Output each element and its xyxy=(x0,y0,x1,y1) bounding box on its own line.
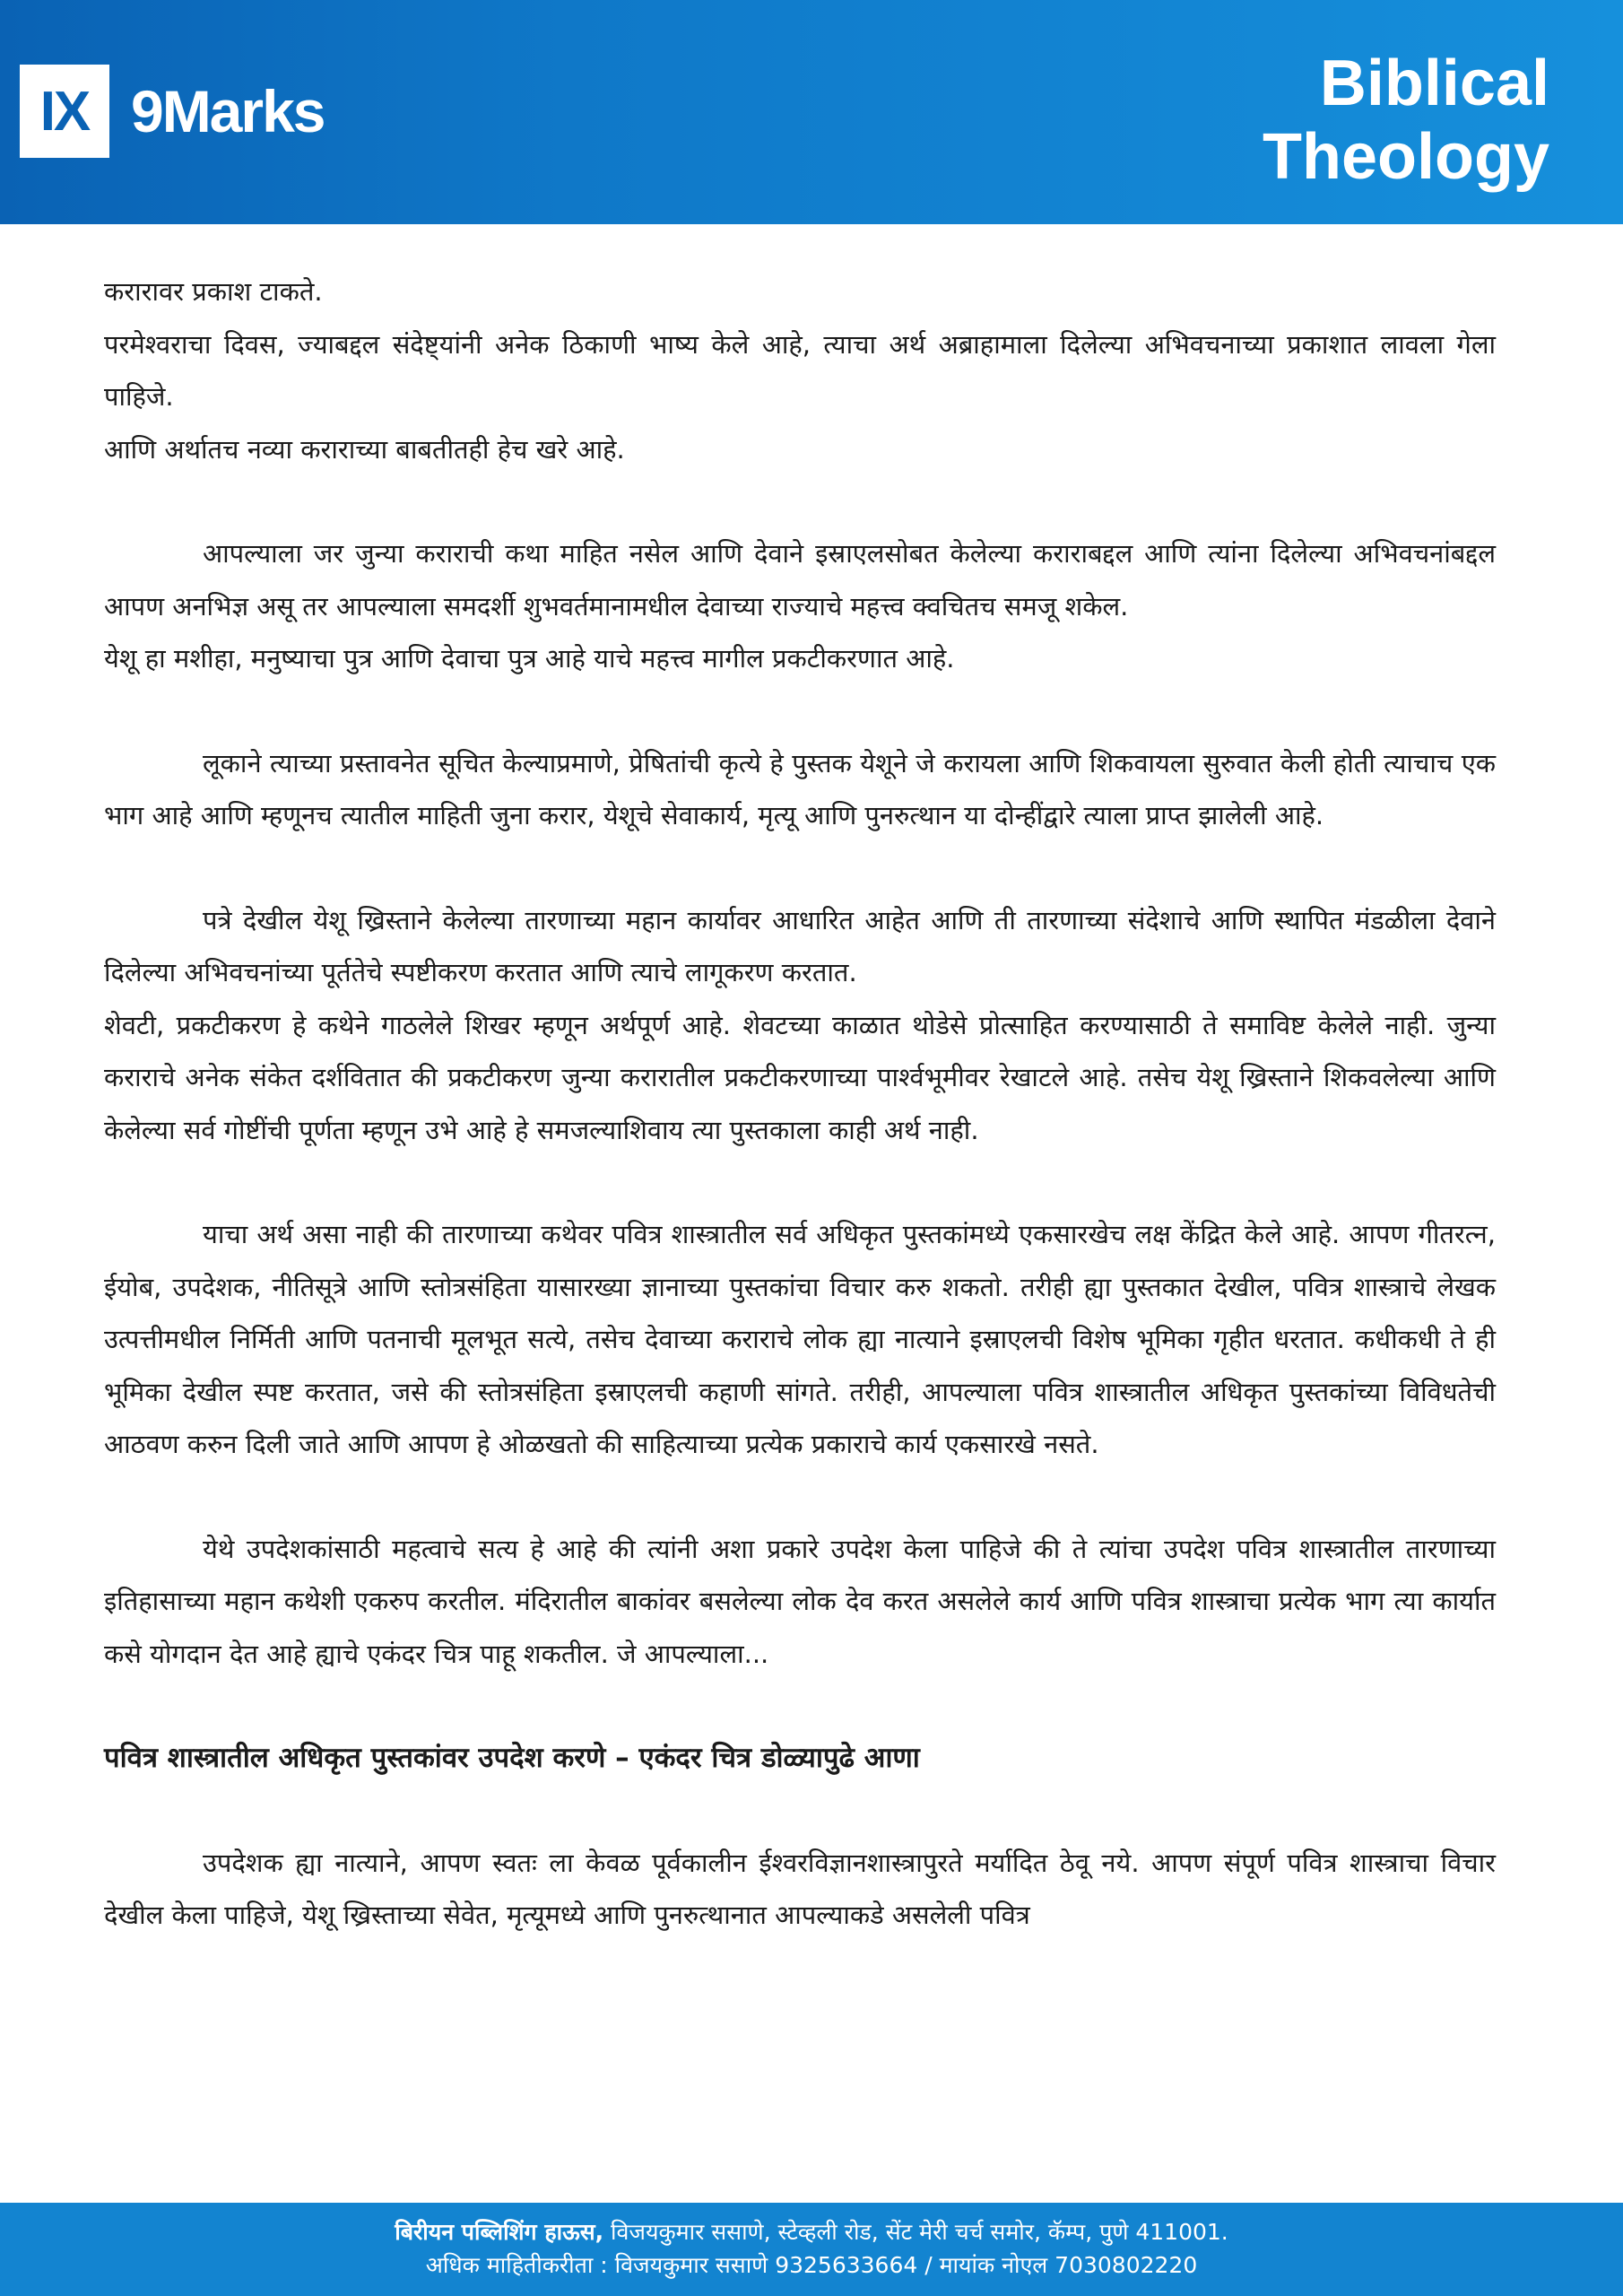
paragraph: येशू हा मशीहा, मनुष्याचा पुत्र आणि देवाचा पुत्र आहे याचे महत्त्व मागील प्रकटीकरणात आहे. xyxy=(104,643,955,674)
paragraph: येथे उपदेशकांसाठी महत्वाचे सत्य हे आहे की त्यांनी अशा प्रकारे उपदेश केला पाहिजे की ते त्यांचा उपदेश पवित्र शास्त्रातील तारणाच्या इतिहासाच्या महान कथेशी एकरुप करतील. मंदिरातील बाकांवर बसलेल्या लोक देव करत असलेले कार्य आणि पवित्र शास्त्राचा प्रत्येक भाग त्या कार्यात कसे योगदान देत आहे ह्याचे एकंदर चित्र पाहू शकतील. जे आपल्याला... xyxy=(104,1533,1496,1669)
document-body xyxy=(104,265,1496,1942)
paragraph-gap xyxy=(104,1156,1496,1208)
footer-address-line xyxy=(0,2215,1623,2248)
footer-address: विजयकुमार ससाणे, स्टेव्हली रोड, सेंट मेरी चर्च समोर, कॅम्प, पुणे 411001. xyxy=(603,2219,1228,2245)
logo-mark: IX xyxy=(20,65,109,158)
paragraph: आणि अर्थातच नव्या कराराच्या बाबतीतही हेच खरे आहे. xyxy=(104,433,625,465)
header-title-line1: Biblical xyxy=(1319,48,1549,119)
paragraph: लूकाने त्याच्या प्रस्तावनेत सूचित केल्याप्रमाणे, प्रेषितांची कृत्ये हे पुस्तक येशूने जे करायला आणि शिकवायला सुरुवात केली होती त्याचाच एक भाग आहे आणि म्हणूनच त्यातील माहिती जुना करार, येशूचे सेवाकार्य, मृत्यू आणि पुनरुत्थान या दोन्हींद्वारे त्याला प्राप्त झालेली आहे. xyxy=(104,747,1496,831)
paragraph-gap xyxy=(104,842,1496,894)
paragraph: परमेश्वराचा दिवस, ज्याबद्दल संदेष्ट्यांनी अनेक ठिकाणी भाष्य केले आहे, त्याचा अर्थ अब्राहामाला दिलेल्या अभिवचनाच्या प्रकाशात लावला गेला पाहिजे. xyxy=(104,328,1496,412)
page-footer xyxy=(0,2203,1623,2296)
section-heading: पवित्र शास्त्रातील अधिकृत पुस्तकांवर उपदेश करणे – एकंदर चित्र डोळ्यापुढे आणा xyxy=(104,1742,920,1774)
paragraph: करारावर प्रकाश टाकते. xyxy=(104,276,323,307)
page-header xyxy=(0,0,1623,224)
paragraph: उपदेशक ह्या नात्याने, आपण स्वतः ला केवळ पूर्वकालीन ईश्वरविज्ञानशास्त्रापुरते मर्यादित ठेवू नये. आपण संपूर्ण पवित्र शास्त्राचा विचार देखील केला पाहिजे, येशू ख्रिस्ताच्या सेवेत, मृत्यूमध्ये आणि पुनरुत्थानात आपल्याकडे असलेली पवित्र xyxy=(104,1847,1496,1930)
paragraph: शेवटी, प्रकटीकरण हे कथेने गाठलेले शिखर म्हणून अर्थपूर्ण आहे. शेवटच्या काळात थोडेसे प्रोत्साहित करण्यासाठी ते समाविष्ट केलेले नाही. जुन्या कराराचे अनेक संकेत दर्शवितात की प्रकटीकरण जुन्या करारातील प्रकटीकरणाच्या पार्श्वभूमीवर रेखाटले आहे. तसेच येशू ख्रिस्ताने शिकवलेल्या आणि केलेल्या सर्व गोष्टींची पूर्णता म्हणून उभे आहे हे समजल्याशिवाय त्या पुस्तकाला काही अर्थ नाही. xyxy=(104,1009,1496,1145)
paragraph: याचा अर्थ असा नाही की तारणाच्या कथेवर पवित्र शास्त्रातील सर्व अधिकृत पुस्तकांमध्ये एकसारखेच लक्ष केंद्रित केले आहे. आपण गीतरत्न, ईयोब, उपदेशक, नीतिसूत्रे आणि स्तोत्रसंहिता यासारख्या ज्ञानाच्या पुस्तकांचा विचार करु शकतो. तरीही ह्या पुस्तकात देखील, पवित्र शास्त्राचे लेखक उत्पत्तीमधील निर्मिती आणि पतनाची मूलभूत सत्ये, तसेच देवाच्या कराराचे लोक ह्या नात्याने इस्राएलची विशेष भूमिका गृहीत धरतात. कधीकधी ते ही भूमिका देखील स्पष्ट करतात, जसे की स्तोत्रसंहिता इस्राएलची कहाणी सांगते. तरीही, आपल्याला पवित्र शास्त्रातील अधिकृत पुस्तकांच्या विविधतेची आठवण करुन दिली जाते आणि आपण हे ओळखतो की साहित्याच्या प्रत्येक प्रकाराचे कार्य एकसारखे नसते. xyxy=(104,1219,1496,1459)
footer-publisher: बिरीयन पब्लिशिंग हाऊस, xyxy=(395,2219,604,2245)
paragraph-gap xyxy=(104,1471,1496,1523)
header-title xyxy=(1263,47,1549,194)
paragraph-gap xyxy=(104,685,1496,737)
footer-contact: अधिक माहितीकरीता : विजयकुमार ससाणे 9325633664 / मायांक नोएल 7030802220 xyxy=(425,2252,1198,2278)
paragraph: पत्रे देखील येशू ख्रिस्ताने केलेल्या तारणाच्या महान कार्यावर आधारित आहेत आणि ती तारणाच्या संदेशाचे आणि स्थापित मंडळीला देवाने दिलेल्या अभिवचनांच्या पूर्ततेचे स्पष्टीकरण करतात आणि त्याचे लागूकरण करतात. xyxy=(104,904,1496,987)
9marks-logo xyxy=(20,65,325,158)
paragraph-gap xyxy=(104,1785,1496,1837)
paragraph-gap xyxy=(104,1680,1496,1732)
paragraph-gap xyxy=(104,475,1496,527)
logo-text: 9Marks xyxy=(131,78,325,144)
paragraph: आपल्याला जर जुन्या कराराची कथा माहित नसेल आणि देवाने इस्राएलसोबत केलेल्या कराराबद्दल आणि त्यांना दिलेल्या अभिवचनांबद्दल आपण अनभिज्ञ असू तर आपल्याला समदर्शी शुभवर्तमानामधील देवाच्या राज्याचे महत्त्व क्वचितच समजू शकेल. xyxy=(104,538,1496,622)
header-title-line2: Theology xyxy=(1263,121,1549,193)
